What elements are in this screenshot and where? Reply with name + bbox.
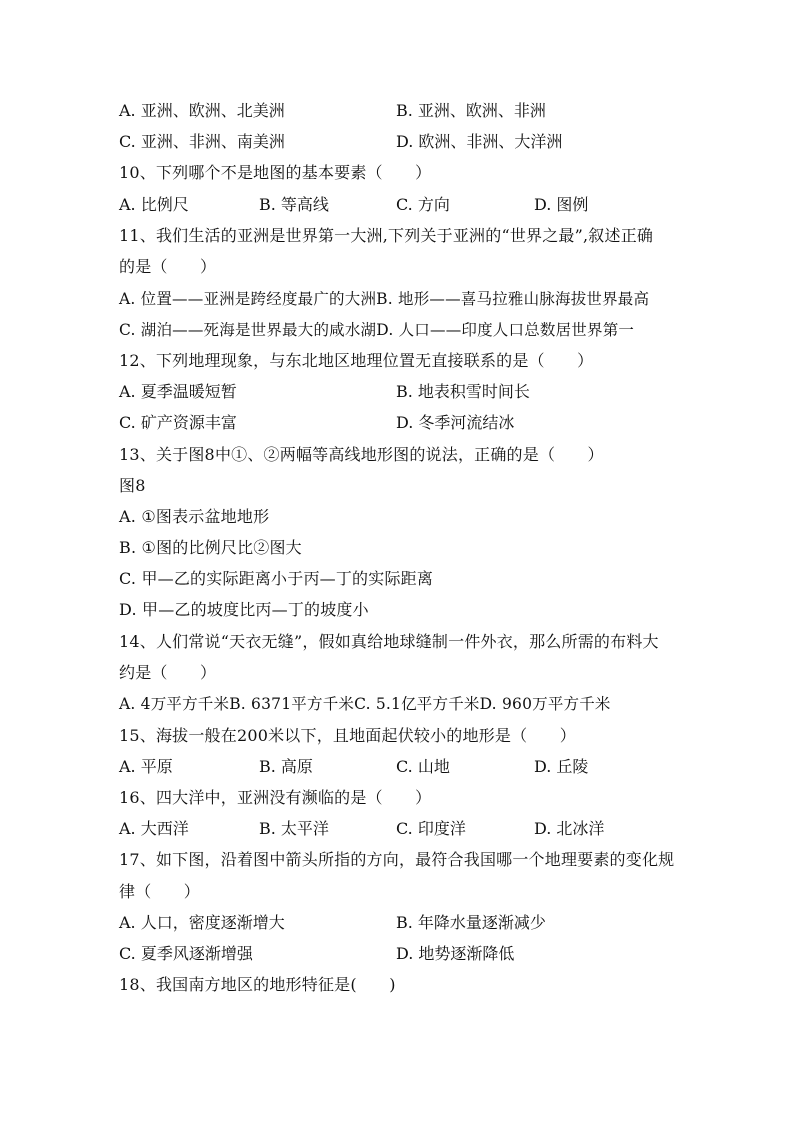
q15-option-d: D. 丘陵	[534, 757, 589, 776]
q17-stem-line-2: 律（ ）	[119, 882, 201, 901]
q9-option-a: A. 亚洲、欧洲、北美洲	[119, 101, 285, 120]
q9-option-d: D. 欧洲、非洲、大洋洲	[396, 132, 563, 151]
q11-options-line-2: C. 湖泊——死海是世界最大的咸水湖D. 人口——印度人口总数居世界第一	[119, 321, 635, 339]
q10-option-a: A. 比例尺	[119, 195, 189, 214]
q11-stem-line-1: 11、我们生活的亚洲是世界第一大洲,下列关于亚洲的“世界之最”,叙述正确	[119, 226, 654, 245]
q12-option-b: B. 地表积雪时间长	[396, 382, 530, 401]
q16-option-a: A. 大西洋	[119, 819, 189, 838]
q15-option-b: B. 高原	[259, 757, 313, 776]
q12-options-row-2	[119, 413, 679, 433]
q12-option-a: A. 夏季温暖短暂	[119, 382, 237, 401]
q16-option-b: B. 太平洋	[259, 819, 329, 838]
q10-option-d: D. 图例	[534, 195, 589, 214]
q10-option-b: B. 等高线	[259, 195, 329, 214]
q15-option-a: A. 平原	[119, 757, 173, 776]
q17-options-row-2	[119, 944, 679, 964]
q13-figure-label: 图8	[119, 476, 146, 495]
q12-option-c: C. 矿产资源丰富	[119, 413, 237, 432]
q18-stem: 18、我国南方地区的地形特征是( )	[119, 975, 396, 994]
q17-option-a: A. 人口，密度逐渐增大	[119, 913, 285, 932]
q14-options: A. 4万平方千米B. 6371平方千米C. 5.1亿平方千米D. 960万平方千米	[119, 695, 611, 713]
q9-options-row-2	[119, 132, 679, 152]
q14-stem-line-2: 约是（ ）	[119, 663, 217, 682]
q17-option-c: C. 夏季风逐渐增强	[119, 944, 253, 963]
q13-stem: 13、关于图8中①、②两幅等高线地形图的说法，正确的是（ ）	[119, 445, 604, 464]
q15-stem: 15、海拔一般在200米以下，且地面起伏较小的地形是（ ）	[119, 726, 576, 745]
q13-option-c: C. 甲—乙的实际距离小于丙—丁的实际距离	[119, 569, 434, 588]
q12-options-row-1	[119, 382, 679, 402]
q17-options-row-1	[119, 913, 679, 933]
q17-option-b: B. 年降水量逐渐减少	[396, 913, 546, 932]
q10-option-c: C. 方向	[396, 195, 450, 214]
q9-option-c: C. 亚洲、非洲、南美洲	[119, 132, 285, 151]
q17-stem-line-1: 17、如下图，沿着图中箭头所指的方向，最符合我国哪一个地理要素的变化规	[119, 850, 675, 869]
q17-option-d: D. 地势逐渐降低	[396, 944, 515, 963]
q10-options	[119, 195, 679, 215]
q11-stem-line-2: 的是（ ）	[119, 257, 217, 276]
q9-option-b: B. 亚洲、欧洲、非洲	[396, 101, 546, 120]
q9-options-row-1	[119, 101, 679, 121]
q13-option-b: B. ①图的比例尺比②图大	[119, 538, 302, 557]
q16-stem: 16、四大洋中，亚洲没有濒临的是（ ）	[119, 788, 432, 807]
q11-options-line-1: A. 位置——亚洲是跨经度最广的大洲B. 地形——喜马拉雅山脉海拔世界最高	[119, 290, 650, 308]
q13-option-a: A. ①图表示盆地地形	[119, 507, 270, 526]
q13-option-d: D. 甲—乙的坡度比丙—丁的坡度小	[119, 600, 369, 619]
q12-stem: 12、下列地理现象，与东北地区地理位置无直接联系的是（ ）	[119, 351, 594, 370]
q16-options	[119, 819, 679, 839]
q14-stem-line-1: 14、人们常说“天衣无缝”，假如真给地球缝制一件外衣，那么所需的布料大	[119, 632, 659, 651]
q16-option-d: D. 北冰洋	[534, 819, 605, 838]
q12-option-d: D. 冬季河流结冰	[396, 413, 515, 432]
q10-stem: 10、下列哪个不是地图的基本要素（ ）	[119, 163, 432, 182]
q15-option-c: C. 山地	[396, 757, 450, 776]
q16-option-c: C. 印度洋	[396, 819, 466, 838]
q15-options	[119, 757, 679, 777]
